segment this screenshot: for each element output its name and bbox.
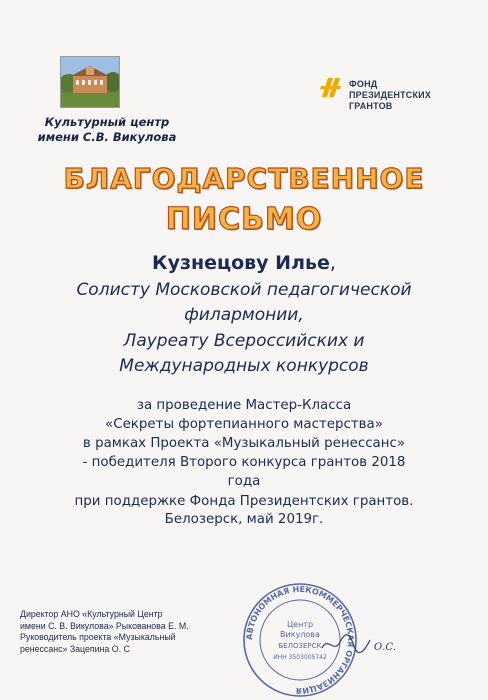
signature-line: Директор АНО «Культурный Центр — [20, 609, 163, 619]
recipient-title-line: Солисту Московской педагогической — [76, 280, 412, 300]
signature-line: имени С. В. Викулова» Рыкованова Е. М. — [20, 620, 189, 631]
organization-name — [22, 115, 192, 145]
recipient-title-line: филармонии, — [184, 305, 304, 325]
signature-line: ренессанс» Зацепина О. С — [20, 643, 130, 654]
building-photo — [60, 56, 120, 108]
body-text-line: - победителя Второго конкурса грантов 2018 — [82, 455, 406, 470]
body-text-line: «Секреты фортепианного мастерства» — [105, 417, 383, 432]
document-title-line2: ПИСЬМО — [165, 202, 323, 237]
fund-name-line3: ГРАНТОВ — [349, 101, 393, 111]
signature-initials: О.С. — [374, 642, 397, 653]
stamp-center-line1: Центр — [286, 620, 314, 629]
body-text-line: при поддержке Фонда Президентских грантов. — [74, 494, 414, 509]
recipient-name-text: Кузнецову Илье — [152, 252, 330, 274]
body-text-line: в рамках Проекта «Музыкальный ренессанс» — [82, 436, 406, 451]
organization-name-line2: имени С.В. Викулова — [37, 130, 177, 144]
fund-name-line2: ПРЕЗИДЕНТСКИХ — [349, 90, 432, 100]
recipient-title-line: Лауреату Всероссийских и — [123, 331, 365, 351]
body-text-line: года — [227, 474, 261, 489]
stamp-center-line2: Викулова — [280, 630, 320, 639]
place-date: Белозерск, май 2019г. — [164, 512, 324, 527]
stamp-center-line3: БЕЛОЗЕРСК — [278, 642, 322, 650]
recipient-title-line: Международных конкурсов — [119, 356, 369, 376]
fund-logo-icon — [320, 76, 342, 98]
fund-name — [349, 79, 469, 112]
recipient-name-comma: , — [329, 252, 336, 274]
fund-name-line1: ФОНД — [349, 79, 378, 89]
organization-name-line1: Культурный центр — [44, 115, 170, 129]
stamp-center-line4: ИНН 3503005742 — [273, 654, 327, 661]
stamp-ring-text: АВТОНОМНАЯ НЕКОММЕРЧЕСКАЯ ОРГАНИЗАЦИЯ — [244, 584, 356, 696]
document-title-line1: БЛАГОДАРСТВЕННОЕ — [63, 162, 425, 195]
body-text-line: за проведение Мастер-Класса — [136, 398, 352, 413]
signature-line: Руководитель проекта «Музыкальный — [20, 632, 176, 643]
signature-block — [20, 609, 350, 655]
recipient-name — [0, 252, 488, 274]
